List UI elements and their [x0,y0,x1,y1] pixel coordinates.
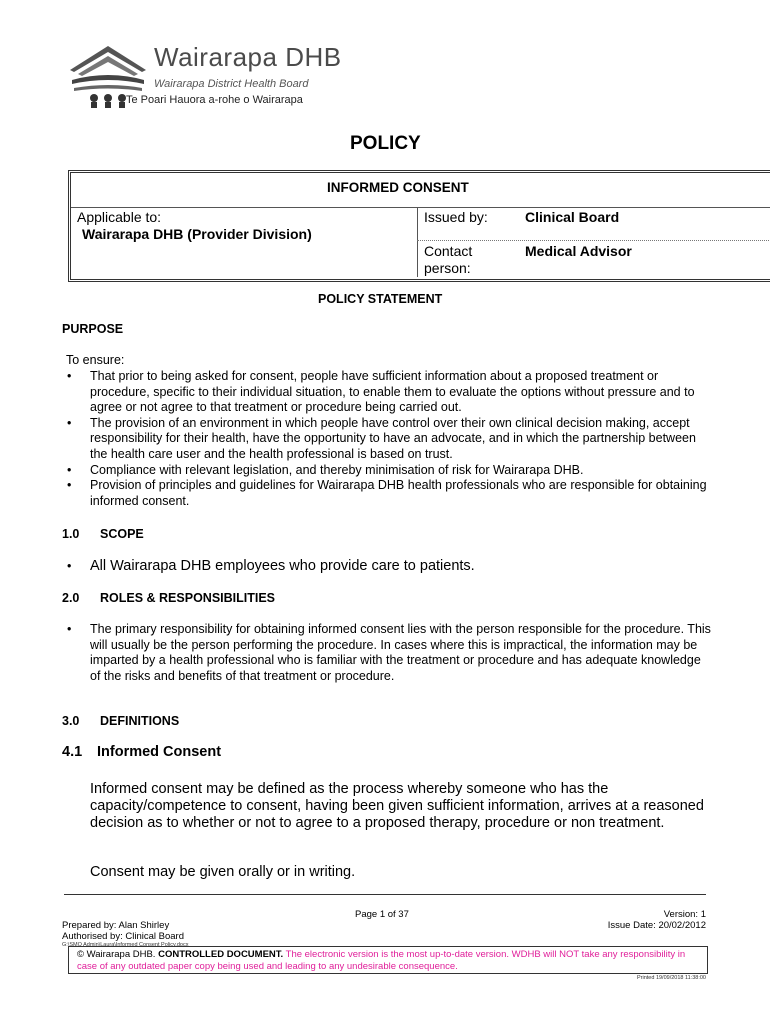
applicable-label: Applicable to: [77,209,162,225]
list-item: • Provision of principles and guidelines for Wairarapa DHB health professionals who are responsible for obtaining informed consent. [67,478,707,508]
purpose-intro: To ensure: [66,353,125,367]
logo-subtitle: Wairarapa District Health Board [154,78,309,90]
list-item: • That prior to being asked for consent, people have sufficient information about a proposed treatment or procedure, specific to their individual situation, to enable them to evaluate the options without pressure and to agree or not agree to that treatment or procedure being carried out. [67,369,695,415]
issued-value: Clinical Board [525,209,620,225]
bullet-icon: • [67,622,72,636]
bullet-icon: • [67,559,72,573]
definitions-heading: DEFINITIONS [100,714,180,728]
bullet-icon: • [67,462,72,477]
list-item: • Compliance with relevant legislation, and thereby minimisation of risk for Wairarapa DHB. [67,462,584,477]
logo-maori: Te Poari Hauora a-rohe o Wairarapa [126,94,303,106]
footer-issue-date: Issue Date: 20/02/2012 [607,920,706,931]
controlled-document-text: © Wairarapa DHB. CONTROLLED DOCUMENT. The electronic version is the most up-to-date version. WDHB will NOT take any responsibility in case of any outdated paper copy being used and leading to any undesirable consequence. [77,949,686,972]
issued-label: Issued by: [424,209,488,225]
list-item: • The primary responsibility for obtaining informed consent lies with the person responsible for the procedure. This will usually be the person performing the procedure. In cases where this is impractical, the information may be imparted by a health professional who is familiar with the treatment or procedure and has adequate knowledge of the risks and benefits of that treatment or procedure. [67,622,711,683]
footer-rule [64,894,706,895]
scope-heading: SCOPE [100,527,144,541]
scope-list [64,558,714,575]
footer-page: Page 1 of 37 [355,909,409,920]
list-item: • The provision of an environment in which people have control over their own clinical decision making, accept responsibility for their health, have the opportunity to have an advocate, and in which the partnership between the health care user and the health professional is based on trust. [67,415,696,461]
definitions-number: 3.0 [62,714,80,728]
table-row-divider [417,240,770,241]
footer-version: Version: 1 [663,909,706,920]
list-item: • All Wairarapa DHB employees who provide care to patients. [67,558,475,574]
roles-number: 2.0 [62,591,80,605]
logo [64,40,342,112]
footer-printed: Printed 19/09/2018 11:38:00 [636,975,706,981]
policy-statement-heading: POLICY STATEMENT [318,292,443,306]
purpose-list [64,369,714,509]
purpose-heading: PURPOSE [62,322,124,336]
page-title: POLICY [350,133,421,154]
informed-consent-heading: Informed Consent [97,744,222,760]
header-table [68,170,770,282]
controlled-document-box [68,946,708,974]
contact-value: Medical Advisor [525,243,632,259]
logo-name: Wairarapa DHB [154,42,342,72]
table-title: INFORMED CONSENT [327,180,469,195]
roles-heading: ROLES & RESPONSIBILITIES [100,591,276,605]
bullet-icon: • [67,369,72,383]
informed-consent-para1: Informed consent may be defined as the process whereby someone who has the capacity/competence to consent, having been given sufficient information, arrives at a reasoned decision as to whether or not to agree to a proposed therapy, procedure or non treatment. [90,781,704,831]
header-title-row [71,173,770,208]
informed-consent-number: 4.1 [62,744,83,760]
bullet-icon: • [67,415,72,430]
footer-authorised: Authorised by: Clinical Board [62,931,184,942]
roles-list [64,622,714,684]
footer-path: G:\SMO Admin\Laura\Informed Consent Policy.docx [62,942,189,948]
table-divider [417,207,418,277]
bullet-icon: • [67,478,72,493]
informed-consent-para2: Consent may be given orally or in writing. [90,864,356,880]
footer-prepared: Prepared by: Alan Shirley [62,920,170,931]
scope-number: 1.0 [62,527,80,541]
contact-label-line1: Contact [424,243,473,259]
contact-label-line2: person: [424,260,471,276]
applicable-value: Wairarapa DHB (Provider Division) [82,226,312,242]
